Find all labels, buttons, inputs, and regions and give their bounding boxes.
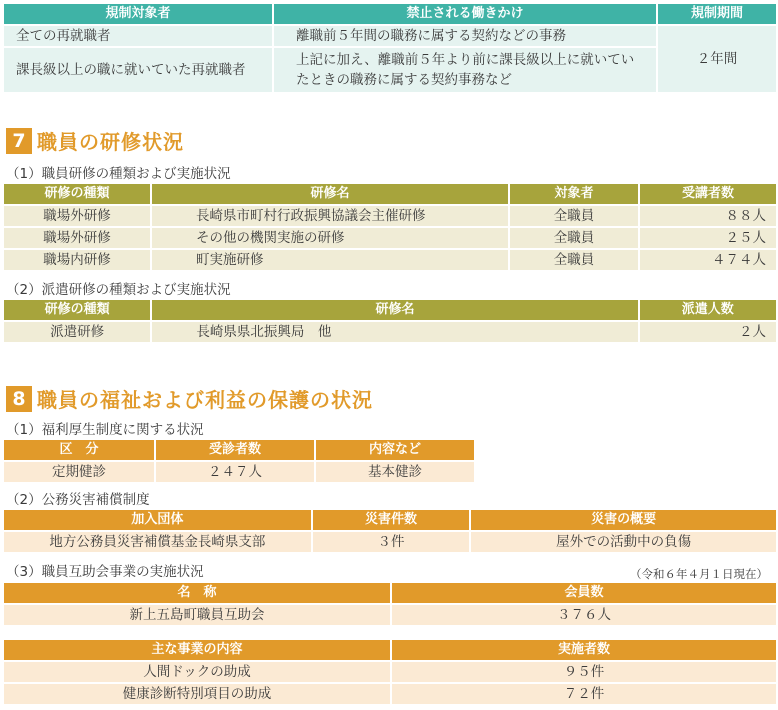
- table-header-row: [4, 184, 776, 204]
- table-row: [4, 322, 776, 342]
- name-cell: 人間ドックの助成: [4, 662, 390, 682]
- table-header-row: [4, 510, 776, 530]
- column-header: 派遣人数: [640, 300, 776, 320]
- column-header: 名 称: [4, 583, 390, 603]
- dispatch-table: [2, 298, 778, 344]
- projects-table: [2, 638, 778, 706]
- target-cell: 全職員: [510, 250, 638, 270]
- column-header: 会員数: [392, 583, 776, 603]
- count-cell: ２人: [640, 322, 776, 342]
- summary-cell: 屋外での活動中の負傷: [471, 532, 776, 552]
- count-cell: ４７４人: [640, 250, 776, 270]
- subsection-title: （1）職員研修の種類および実施状況: [6, 166, 231, 182]
- name-cell: 新上五島町職員互助会: [4, 605, 390, 625]
- period-cell: ２年間: [658, 26, 776, 92]
- section-title: 職員の研修状況: [37, 130, 184, 154]
- count-cell: ８８人: [640, 206, 776, 226]
- subsection-title: （1）福利厚生制度に関する状況: [6, 422, 204, 438]
- type-cell: 職場外研修: [4, 228, 150, 248]
- name-cell: 町実施研修: [152, 250, 508, 270]
- name-cell: 長崎県市町村行政振興協議会主催研修: [152, 206, 508, 226]
- table-row: [4, 26, 776, 46]
- date-note: （令和６年４月１日現在）: [630, 567, 768, 581]
- column-header: 規制対象者: [4, 4, 272, 24]
- section-title: 職員の福祉および利益の保護の状況: [37, 388, 373, 412]
- column-header: 研修名: [152, 184, 508, 204]
- column-header: 受診者数: [156, 440, 314, 460]
- section-8-heading: [6, 384, 373, 413]
- column-header: 内容など: [316, 440, 474, 460]
- welfare-table: [2, 438, 476, 484]
- table-header-row: [4, 583, 776, 603]
- section-number: 8: [6, 386, 32, 412]
- column-header: 受講者数: [640, 184, 776, 204]
- name-cell: 長崎県県北振興局 他: [152, 322, 637, 342]
- subsection-title: （2）公務災害補償制度: [6, 492, 150, 508]
- type-cell: 職場外研修: [4, 206, 150, 226]
- subsection-title: （3）職員互助会事業の実施状況: [6, 564, 204, 580]
- table-row: [4, 605, 776, 625]
- column-header: 実施者数: [392, 640, 776, 660]
- mutual-aid-table: [2, 581, 778, 627]
- action-cell: 離職前５年間の職務に属する契約などの事務: [274, 26, 656, 46]
- column-header: 対象者: [510, 184, 638, 204]
- column-header: 主な事業の内容: [4, 640, 390, 660]
- section-7-heading: [6, 126, 184, 155]
- column-header: 研修名: [152, 300, 637, 320]
- disaster-table: [2, 508, 778, 554]
- org-cell: 地方公務員災害補償基金長崎県支部: [4, 532, 311, 552]
- count-cell: ２５人: [640, 228, 776, 248]
- target-cell: 課長級以上の職に就いていた再就職者: [4, 48, 272, 92]
- table-header-row: [4, 300, 776, 320]
- count-cell: ３７６人: [392, 605, 776, 625]
- target-cell: 全職員: [510, 206, 638, 226]
- name-cell: その他の機関実施の研修: [152, 228, 508, 248]
- table-row: [4, 250, 776, 270]
- table-header-row: [4, 4, 776, 24]
- table-header-row: [4, 440, 474, 460]
- table-row: [4, 532, 776, 552]
- column-header: 区 分: [4, 440, 154, 460]
- column-header: 加入団体: [4, 510, 311, 530]
- count-cell: ７２件: [392, 684, 776, 704]
- count-cell: ３件: [313, 532, 469, 552]
- content-cell: 基本健診: [316, 462, 474, 482]
- action-cell: 上記に加え、離職前５年より前に課長級以上に就いていたときの職務に属する契約事務など: [274, 48, 656, 92]
- count-cell: ２４７人: [156, 462, 314, 482]
- regulation-table: [2, 2, 778, 94]
- table-row: [4, 684, 776, 704]
- column-header: 研修の種類: [4, 184, 150, 204]
- table-row: [4, 662, 776, 682]
- column-header: 禁止される働きかけ: [274, 4, 656, 24]
- target-cell: 全職員: [510, 228, 638, 248]
- table-row: [4, 462, 474, 482]
- table-row: [4, 206, 776, 226]
- category-cell: 定期健診: [4, 462, 154, 482]
- column-header: 規制期間: [658, 4, 776, 24]
- type-cell: 派遣研修: [4, 322, 150, 342]
- target-cell: 全ての再就職者: [4, 26, 272, 46]
- table-header-row: [4, 640, 776, 660]
- name-cell: 健康診断特別項目の助成: [4, 684, 390, 704]
- table-row: [4, 228, 776, 248]
- column-header: 災害件数: [313, 510, 469, 530]
- subsection-title: （2）派遣研修の種類および実施状況: [6, 282, 231, 298]
- section-number: 7: [6, 128, 32, 154]
- column-header: 研修の種類: [4, 300, 150, 320]
- count-cell: ９５件: [392, 662, 776, 682]
- type-cell: 職場内研修: [4, 250, 150, 270]
- training-table: [2, 182, 778, 272]
- column-header: 災害の概要: [471, 510, 776, 530]
